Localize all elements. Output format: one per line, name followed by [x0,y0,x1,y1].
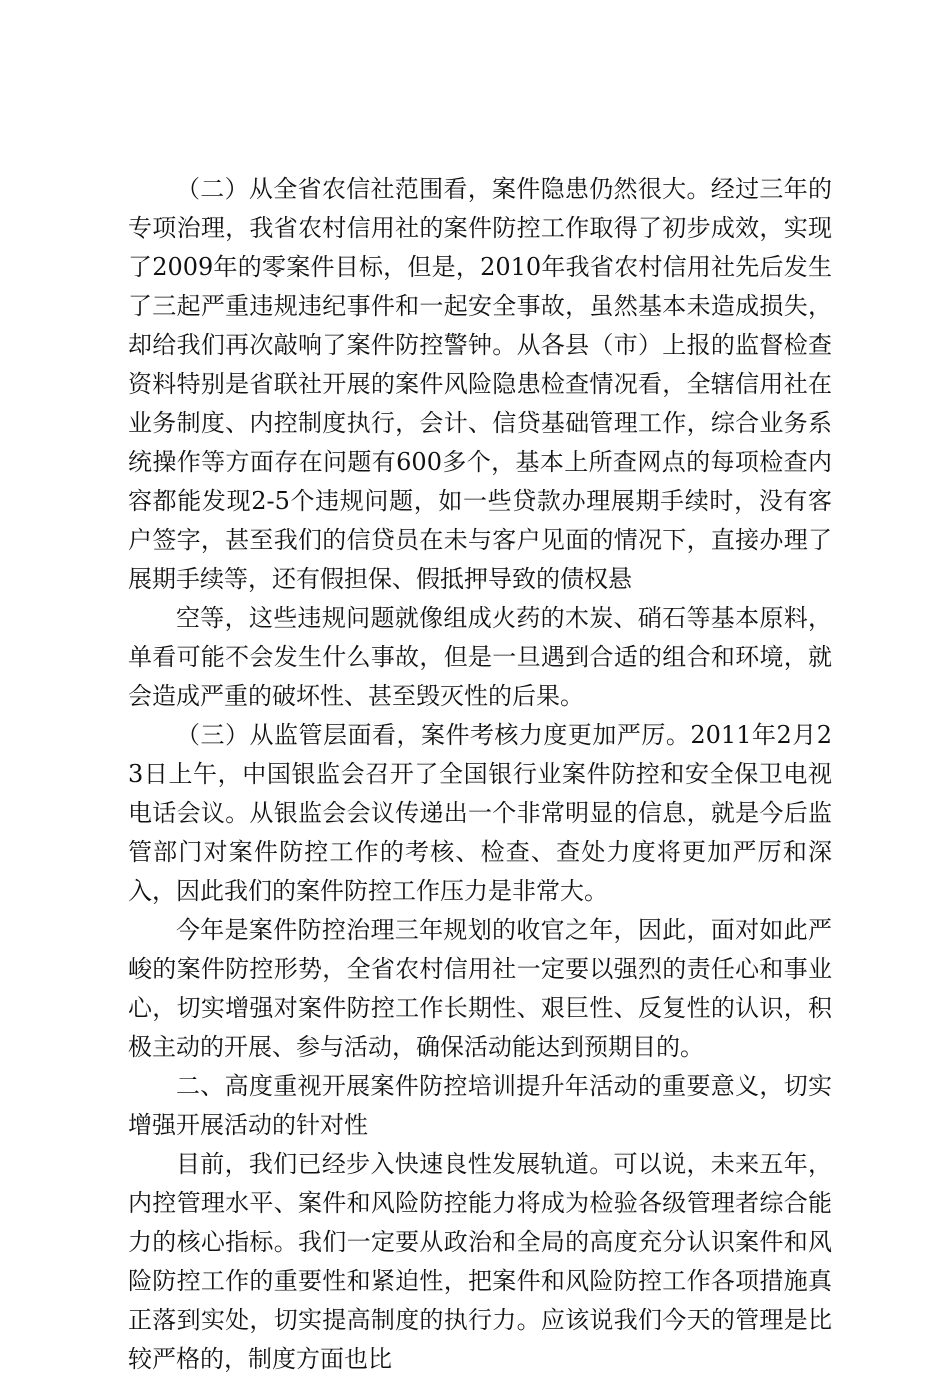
document-body [128,170,832,1379]
paragraph-development-track: 目前，我们已经步入快速良性发展轨道。可以说，未来五年，内控管理水平、案件和风险防控能力将成为检验各级管理者综合能力的核心指标。我们一定要从政治和全局的高度充分认识案件和风险防控工作的重要性和紧迫性，把案件和风险防控工作各项措施真正落到实处，切实提高制度的执行力。应该说我们今天的管理是比较严格的，制度方面也比 [128,1150,832,1373]
paragraph-regulatory-assessment: （三）从监管层面看，案件考核力度更加严厉。2011年2月23日上午，中国银监会召开了全国银行业案件防控和安全保卫电视电话会议。从银监会会议传递出一个非常明显的信息，就是今后监管部门对案件防控工作的考核、检查、查处力度将更加严厉和深入，因此我们的案件防控工作压力是非常大。 [128,721,832,905]
section-heading-importance: 二、高度重视开展案件防控培训提升年活动的重要意义，切实增强开展活动的针对性 [128,1072,832,1139]
paragraph-final-year: 今年是案件防控治理三年规划的收官之年，因此，面对如此严峻的案件防控形势，全省农村信用社一定要以强烈的责任心和事业心，切实增强对案件防控工作长期性、艰巨性、反复性的认识，积极主动的开展、参与活动，确保活动能达到预期目的。 [128,916,832,1061]
paragraph-case-hazards: （二）从全省农信社范围看，案件隐患仍然很大。经过三年的专项治理，我省农村信用社的案件防控工作取得了初步成效，实现了2009年的零案件目标，但是，2010年我省农村信用社先后发生了三起严重违规违纪事件和一起安全事故，虽然基本未造成损失，却给我们再次敲响了案件防控警钟。从各县（市）上报的监督检查资料特别是省联社开展的案件风险隐患检查情况看，全辖信用社在业务制度、内控制度执行，会计、信贷基础管理工作，综合业务系统操作等方面存在问题有600多个，基本上所查网点的每项检查内容都能发现2-5个违规问题，如一些贷款办理展期手续时，没有客户签字，甚至我们的信贷员在未与客户见面的情况下，直接办理了展期手续等，还有假担保、假抵押导致的债权悬 [128,175,832,593]
paragraph-violation-analogy: 空等，这些违规问题就像组成火药的木炭、硝石等基本原料，单看可能不会发生什么事故，但是一旦遇到合适的组合和环境，就会造成严重的破坏性、甚至毁灭性的后果。 [128,604,832,710]
